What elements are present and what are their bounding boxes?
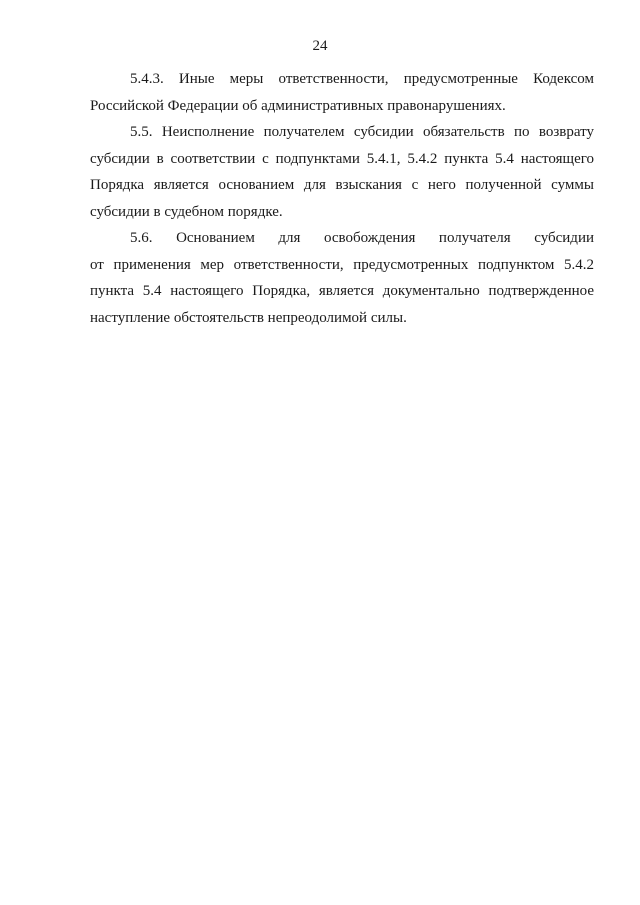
text-line: субсидии в судебном порядке. <box>90 203 283 220</box>
text-line: Российской Федерации об административных правонарушениях. <box>90 97 506 114</box>
text-line: от применения мер ответственности, предусмотренных подпунктом 5.4.2 <box>90 256 594 273</box>
text-line: 5.5. Неисполнение получателем субсидии обязательств по возврату <box>130 124 594 140</box>
text-line: субсидии в соответствии с подпунктами 5.4.1, 5.4.2 пункта 5.4 настоящего <box>90 150 594 167</box>
paragraph-5-4-3 <box>90 66 594 119</box>
paragraph-5-5 <box>90 119 594 225</box>
text-line: наступление обстоятельств непреодолимой силы. <box>90 309 407 326</box>
text-line: 5.6. Основанием для освобождения получателя субсидии <box>130 230 594 246</box>
text-line: пункта 5.4 настоящего Порядка, является документально подтвержденное <box>90 283 594 299</box>
text-line: 5.4.3. Иные меры ответственности, предусмотренные Кодексом <box>130 71 594 87</box>
page-number: 24 <box>312 38 328 54</box>
document-body <box>90 66 594 331</box>
paragraph-5-6 <box>90 225 594 331</box>
text-line: Порядка является основанием для взыскания с него полученной суммы <box>90 177 594 193</box>
